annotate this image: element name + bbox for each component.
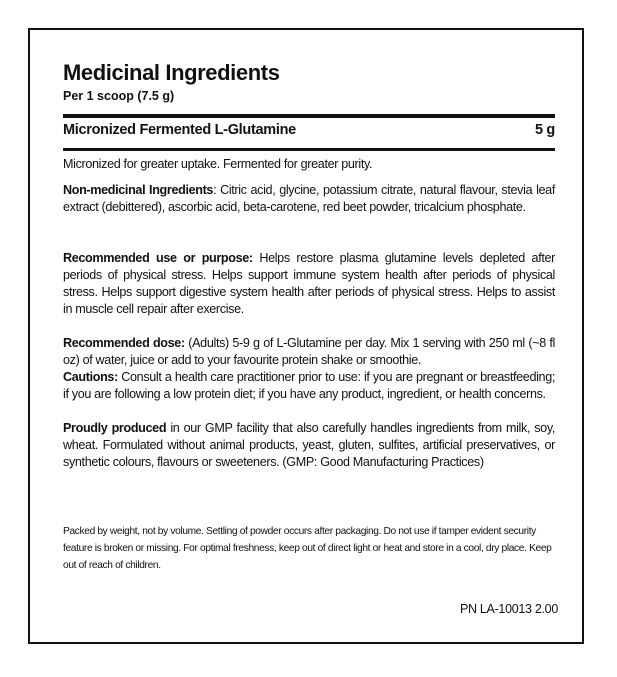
non-medicinal-text: : Citric acid, glycine, potassium citrate, natural flavour, stevia leaf extract (debittered), ascorbic acid, beta-carotene, red beet powder, tricalcium phosphate.	[63, 183, 555, 214]
recommended-use-label: Recommended use or purpose:	[63, 251, 253, 265]
ingredient-amount: 5 g	[534, 122, 555, 138]
cautions-text: Consult a health care practitioner prior to use: if you are pregnant or breastfeeding; if you are following a low protein diet; if you have any product, ingredient, or health concerns.	[63, 370, 555, 401]
non-medicinal-section	[63, 182, 555, 216]
cautions-label: Cautions:	[63, 370, 118, 384]
panel-title: Medicinal Ingredients	[63, 60, 280, 85]
produced-section	[63, 420, 555, 471]
part-number: PN LA-10013 2.00	[459, 602, 558, 616]
recommended-use-text: Helps restore plasma glutamine levels depleted after periods of physical stress. Helps support immune system health after periods of physical stress. Helps support digestive system health after periods of physical stress. Helps to assist in muscle cell repair after exercise.	[63, 251, 555, 316]
serving-size: Per 1 scoop (7.5 g)	[63, 89, 175, 103]
non-medicinal-label: Non-medicinal Ingredients	[63, 183, 214, 197]
produced-label: Proudly produced	[63, 421, 167, 435]
recommended-use-section	[63, 250, 555, 318]
ingredient-row	[63, 122, 555, 144]
fine-print: Packed by weight, not by volume. Settling of powder occurs after packaging. Do not use if tamper evident security feature is broken or missing. For optimal freshness, keep out of direct light or heat and store in a cool, dry place. Keep out of reach of children.	[63, 526, 552, 571]
ingredient-name: Micronized Fermented L-Glutamine	[63, 122, 296, 138]
recommended-dose-label: Recommended dose:	[63, 336, 185, 350]
label-panel	[28, 28, 584, 644]
recommended-dose-section	[63, 335, 555, 369]
cautions-section	[63, 369, 555, 403]
produced-text: in our GMP facility that also carefully handles ingredients from milk, soy, wheat. Formulated without animal products, yeast, gluten, sulfites, artificial preservatives, or synthetic colours, flavours or sweeteners. (GMP: Good Manufacturing Practices)	[63, 421, 556, 469]
tagline: Micronized for greater uptake. Fermented for greater purity.	[63, 157, 373, 171]
recommended-dose-text: (Adults) 5-9 g of L-Glutamine per day. Mix 1 serving with 250 ml (~8 fl oz) of water, juice or add to your favourite protein shake or smoothie.	[63, 336, 555, 367]
divider-thick	[63, 114, 555, 118]
divider-medium	[63, 148, 555, 151]
